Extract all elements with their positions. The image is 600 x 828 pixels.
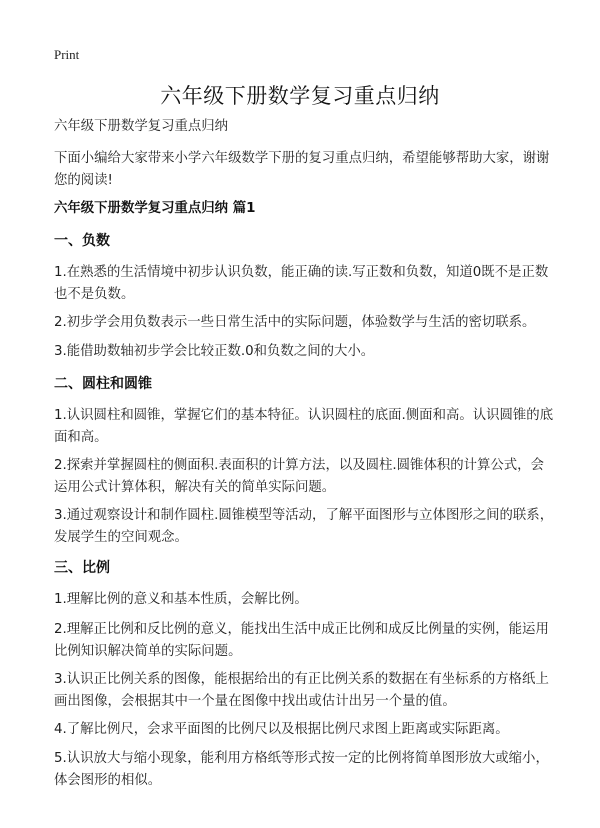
document-subtitle: 六年级下册数学复习重点归纳: [54, 119, 229, 134]
list-item: 2.初步学会用负数表示一些日常生活中的实际问题，体验数学与生活的密切联系。: [54, 315, 536, 330]
list-item: 4.了解比例尺，会求平面图的比例尺以及根据比例尺求图上距离或实际距离。: [54, 722, 509, 737]
list-item: 2.探索并掌握圆柱的侧面积.表面积的计算方法，以及圆柱.圆锥体积的计算公式，会运用公式计算体积，解决有关的简单实际问题。: [54, 458, 544, 495]
list-item: 5.认识放大与缩小现象，能利用方格纸等形式按一定的比例将简单图形放大或缩小，体会图形的相似。: [54, 751, 549, 788]
section-heading-negative-numbers: 一、负数: [54, 233, 110, 249]
article-heading: 六年级下册数学复习重点归纳 篇1: [54, 201, 256, 216]
list-item: 1.在熟悉的生活情境中初步认识负数，能正确的读.写正数和负数，知道0既不是正数也不是负数。: [54, 265, 549, 302]
list-item: 1.认识圆柱和圆锥，掌握它们的基本特征。认识圆柱的底面.侧面和高。认识圆锥的底面和高。: [54, 408, 554, 445]
section-heading-cylinder-cone: 二、圆柱和圆锥: [54, 376, 152, 392]
list-item: 3.认识正比例关系的图像，能根据给出的有正比例关系的数据在有坐标系的方格纸上画出图像，会根据其中一个量在图像中找出或估计出另一个量的值。: [54, 672, 549, 709]
section-heading-ratio: 三、比例: [54, 560, 110, 576]
intro-paragraph: 下面小编给大家带来小学六年级数学下册的复习重点归纳，希望能够帮助大家，谢谢您的阅读!: [54, 151, 550, 188]
print-label: Print: [54, 47, 80, 62]
page-title: 六年级下册数学复习重点归纳: [160, 84, 440, 108]
list-item: 2.理解正比例和反比例的意义，能找出生活中成正比例和成反比例量的实例，能运用比例知识解决简单的实际问题。: [54, 622, 549, 659]
list-item: 1.理解比例的意义和基本性质，会解比例。: [54, 592, 308, 607]
list-item: 3.通过观察设计和制作圆柱.圆锥模型等活动，了解平面图形与立体图形之间的联系，发展学生的空间观念。: [54, 508, 554, 545]
list-item: 3.能借助数轴初步学会比较正数.0和负数之间的大小。: [54, 344, 375, 359]
